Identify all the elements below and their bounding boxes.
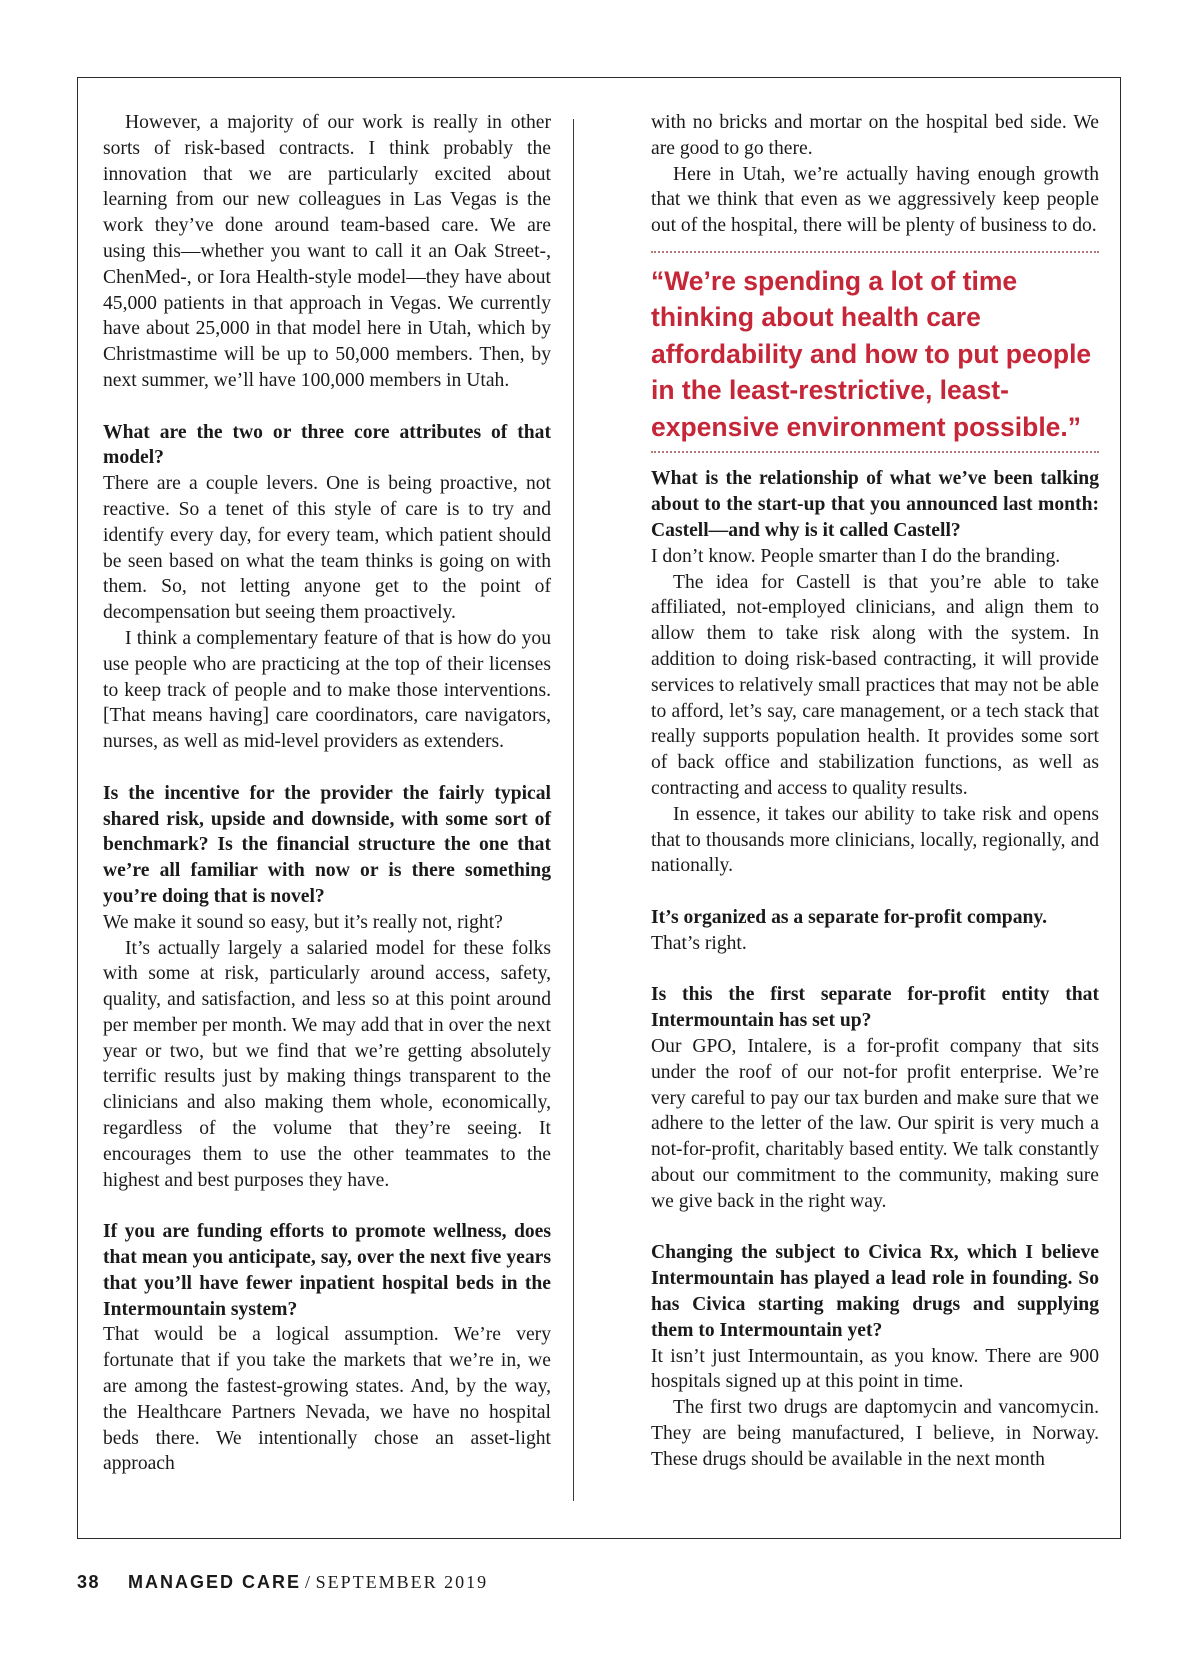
interview-question: If you are funding efforts to promote wellness, does that mean you anticipate, say, over the next five years that you’ll have fewer inpatient hospital beds in the Intermountain system?: [103, 1221, 551, 1320]
pull-quote: [651, 251, 1099, 454]
page-footer: [77, 1572, 488, 1593]
issue-date: SEPTEMBER 2019: [315, 1572, 489, 1592]
body-paragraph: We make it sound so easy, but it’s really not, right?: [103, 911, 503, 933]
body-paragraph: with no bricks and mortar on the hospital bed side. We are good to go there.: [651, 112, 1099, 159]
body-paragraph: There are a couple levers. One is being proactive, not reactive. So a tenet of this style of care is to try and identify every day, for every team, which patient should be seen based on what the team thinks is going on with them. So, not letting anyone get to the point of decompensation but seeing them proactively.: [103, 473, 551, 624]
interview-question: Is this the first separate for-profit entity that Intermountain has set up?: [651, 984, 1099, 1032]
body-paragraph: I don’t know. People smarter than I do the branding.: [651, 545, 1061, 567]
body-paragraph: I think a complementary feature of that is how do you use people who are practicing at the top of their licenses to keep track of people and to make those interventions. [That means having] care coordinators, care navigators, nurses, as well as mid-level providers as extenders.: [103, 627, 551, 753]
body-paragraph: It’s actually largely a salaried model for these folks with some at risk, particularly around access, safety, quality, and satisfaction, and less so at this point around per member per month. We may add that in over the next year or two, but we find that we’re getting absolutely terrific results just by making things transparent to the clinicians and also making them whole, economically, regardless of the volume that they’re seeing. It encourages them to use the other teammates to the highest and best purposes they have.: [103, 937, 551, 1191]
body-paragraph: It isn’t just Intermountain, as you know. There are 900 hospitals signed up at this point in time.: [651, 1345, 1099, 1393]
body-paragraph: In essence, it takes our ability to take risk and opens that to thousands more clinicians, locally, regionally, and nationally.: [651, 803, 1099, 877]
right-column: [651, 110, 1099, 1473]
interview-question: Is the incentive for the provider the fairly typical shared risk, upside and downside, with some sort of benchmark? Is the financial structure the one that we’re all familiar with now or is there something you’re doing that is novel?: [103, 782, 551, 907]
magazine-title: MANAGED CARE: [128, 1572, 302, 1592]
body-paragraph: Our GPO, Intalere, is a for-profit company that sits under the roof of our not-for profit enterprise. We’re very careful to pay our tax burden and make sure that we adhere to the letter of the law. Our spirit is very much a not-for-profit, charitably based entity. We talk constantly about our commitment to the community, making sure we give back in the right way.: [651, 1036, 1099, 1212]
interview-question: What is the relationship of what we’ve been talking about to the start-up that you announced last month: Castell—and why is it called Castell?: [651, 468, 1099, 542]
left-column: [103, 110, 551, 1477]
body-paragraph: The idea for Castell is that you’re able to take affiliated, not-employed clinicians, and align them to allow them to take risk along with the system. In addition to doing risk-based contracting, it will provide services to relatively small practices that may not be able to afford, let’s say, care management, or a tech stack that really supports population health. It provides some sort of back office and stabilization functions, as well as contracting and access to quality results.: [651, 571, 1099, 800]
right-column-bottom: [651, 466, 1099, 1472]
body-paragraph: The first two drugs are daptomycin and vancomycin. They are being manufactured, I believe, in Norway. These drugs should be available in the next month: [651, 1397, 1099, 1470]
body-paragraph: That’s right.: [651, 932, 747, 954]
footer-separator: /: [305, 1572, 312, 1592]
interview-question: Changing the subject to Civica Rx, which I believe Intermountain has played a lead role in founding. So has Civica starting making drugs and supplying them to Intermountain yet?: [651, 1242, 1099, 1341]
body-paragraph: That would be a logical assumption. We’re very fortunate that if you take the markets that we’re in, we are among the fastest-growing states. And, by the way, the Healthcare Partners Nevada, we have no hospital beds there. We intentionally chose an asset-light approach: [103, 1324, 551, 1475]
interview-question: What are the two or three core attributes of that model?: [103, 421, 551, 469]
page-number: 38: [77, 1572, 101, 1592]
column-rule: [573, 119, 574, 1501]
body-paragraph: However, a majority of our work is really in other sorts of risk-based contracts. I think probably the innovation that we are particularly excited about learning from our new colleagues in Las Vegas is the work they’ve done around team-based care. We are using this—whether you want to call it an Oak Street-, ChenMed-, or Iora Health-style model—they have about 45,000 patients in that approach in Vegas. We currently have about 25,000 in that model here in Utah, which by Christmastime will be up to 50,000 members. Then, by next summer, we’ll have 100,000 members in Utah.: [103, 112, 551, 391]
right-column-top: [651, 110, 1099, 239]
pull-quote-text: “We’re spending a lot of time thinking about health care affordability and how to put people in the least-restrictive, least-expensive environment possible.”: [651, 265, 1092, 442]
body-paragraph: Here in Utah, we’re actually having enough growth that we think that even as we aggressively keep people out of the hospital, there will be plenty of business to do.: [651, 163, 1099, 237]
interview-question: It’s organized as a separate for-profit company.: [651, 907, 1047, 929]
